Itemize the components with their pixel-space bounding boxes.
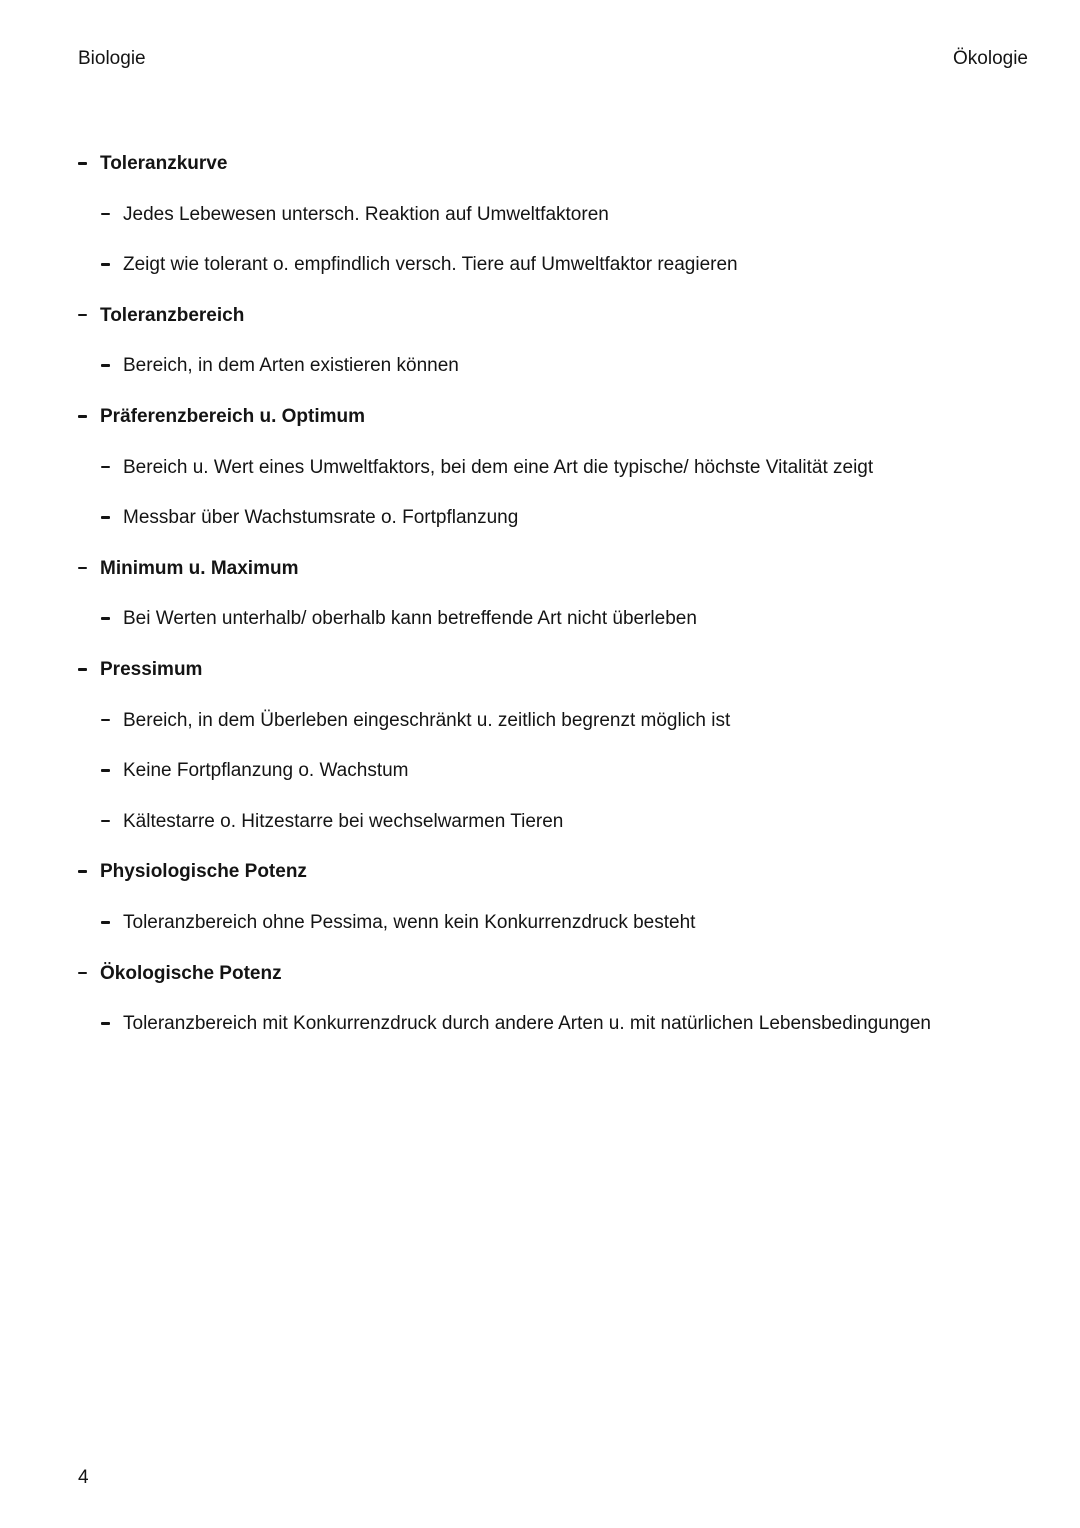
note-item-heading <box>78 960 1028 988</box>
note-item-heading <box>78 403 1028 431</box>
note-item-heading <box>78 302 1028 330</box>
note-heading-text: Präferenzbereich u. Optimum <box>100 405 366 427</box>
header-topic: Ökologie <box>953 48 1028 69</box>
dash-bullet-icon <box>78 162 87 165</box>
dash-bullet-icon <box>78 972 87 975</box>
dash-bullet-icon <box>101 820 110 823</box>
note-heading-text: Minimum u. Maximum <box>100 557 299 579</box>
dash-bullet-icon <box>78 314 87 317</box>
page-header <box>78 47 1028 71</box>
note-item <box>101 909 1028 937</box>
note-item <box>101 757 1028 785</box>
dash-bullet-icon <box>101 617 110 620</box>
note-body-text: Bei Werten unterhalb/ oberhalb kann betreffende Art nicht überleben <box>123 608 697 630</box>
dash-bullet-icon <box>101 213 110 216</box>
note-item <box>101 707 1028 735</box>
note-body-text: Jedes Lebewesen untersch. Reaktion auf Umweltfaktoren <box>123 203 609 225</box>
note-item-heading <box>78 656 1028 684</box>
dash-bullet-icon <box>101 769 110 772</box>
note-body-text: Toleranzbereich mit Konkurrenzdruck durch andere Arten u. mit natürlichen Lebensbedingungen <box>123 1013 931 1035</box>
note-heading-text: Toleranzbereich <box>100 304 245 326</box>
note-item <box>101 504 1028 532</box>
dash-bullet-icon <box>101 719 110 722</box>
note-item <box>101 808 1028 836</box>
dash-bullet-icon <box>101 466 110 469</box>
note-heading-text: Toleranzkurve <box>100 153 228 174</box>
note-body-text: Bereich, in dem Überleben eingeschränkt u. zeitlich begrenzt möglich ist <box>123 709 731 731</box>
note-body-text: Messbar über Wachstumsrate o. Fortpflanzung <box>123 507 519 529</box>
dash-bullet-icon <box>78 668 87 671</box>
note-body-text: Zeigt wie tolerant o. empfindlich versch. Tiere auf Umweltfaktor reagieren <box>123 254 738 276</box>
note-item <box>101 251 1028 279</box>
note-item-heading <box>78 858 1028 886</box>
note-item-heading <box>78 150 1028 178</box>
note-body-text: Bereich u. Wert eines Umweltfaktors, bei dem eine Art die typische/ höchste Vitalität zeigt <box>123 456 874 478</box>
note-body-text: Keine Fortpflanzung o. Wachstum <box>123 760 409 782</box>
note-list <box>78 150 1028 1038</box>
note-item <box>101 201 1028 229</box>
page-footer <box>78 1464 89 1492</box>
note-heading-text: Ökologische Potenz <box>100 962 282 984</box>
note-body-text: Toleranzbereich ohne Pessima, wenn kein Konkurrenzdruck besteht <box>123 911 696 933</box>
dash-bullet-icon <box>101 364 110 367</box>
note-body-text: Kältestarre o. Hitzestarre bei wechselwarmen Tieren <box>123 810 564 832</box>
dash-bullet-icon <box>101 921 110 924</box>
note-item-heading <box>78 555 1028 583</box>
note-item <box>101 454 1028 482</box>
note-item <box>101 1010 1028 1038</box>
note-heading-text: Physiologische Potenz <box>100 861 307 883</box>
page-number: 4 <box>78 1467 89 1488</box>
dash-bullet-icon <box>78 870 87 873</box>
note-body-text: Bereich, in dem Arten existieren können <box>123 355 459 377</box>
note-item <box>101 352 1028 380</box>
dash-bullet-icon <box>101 516 110 519</box>
dash-bullet-icon <box>101 263 110 266</box>
dash-bullet-icon <box>101 1022 110 1025</box>
note-item <box>101 605 1028 633</box>
note-heading-text: Pressimum <box>100 658 203 680</box>
dash-bullet-icon <box>78 415 87 418</box>
dash-bullet-icon <box>78 567 87 570</box>
header-subject: Biologie <box>78 48 146 69</box>
